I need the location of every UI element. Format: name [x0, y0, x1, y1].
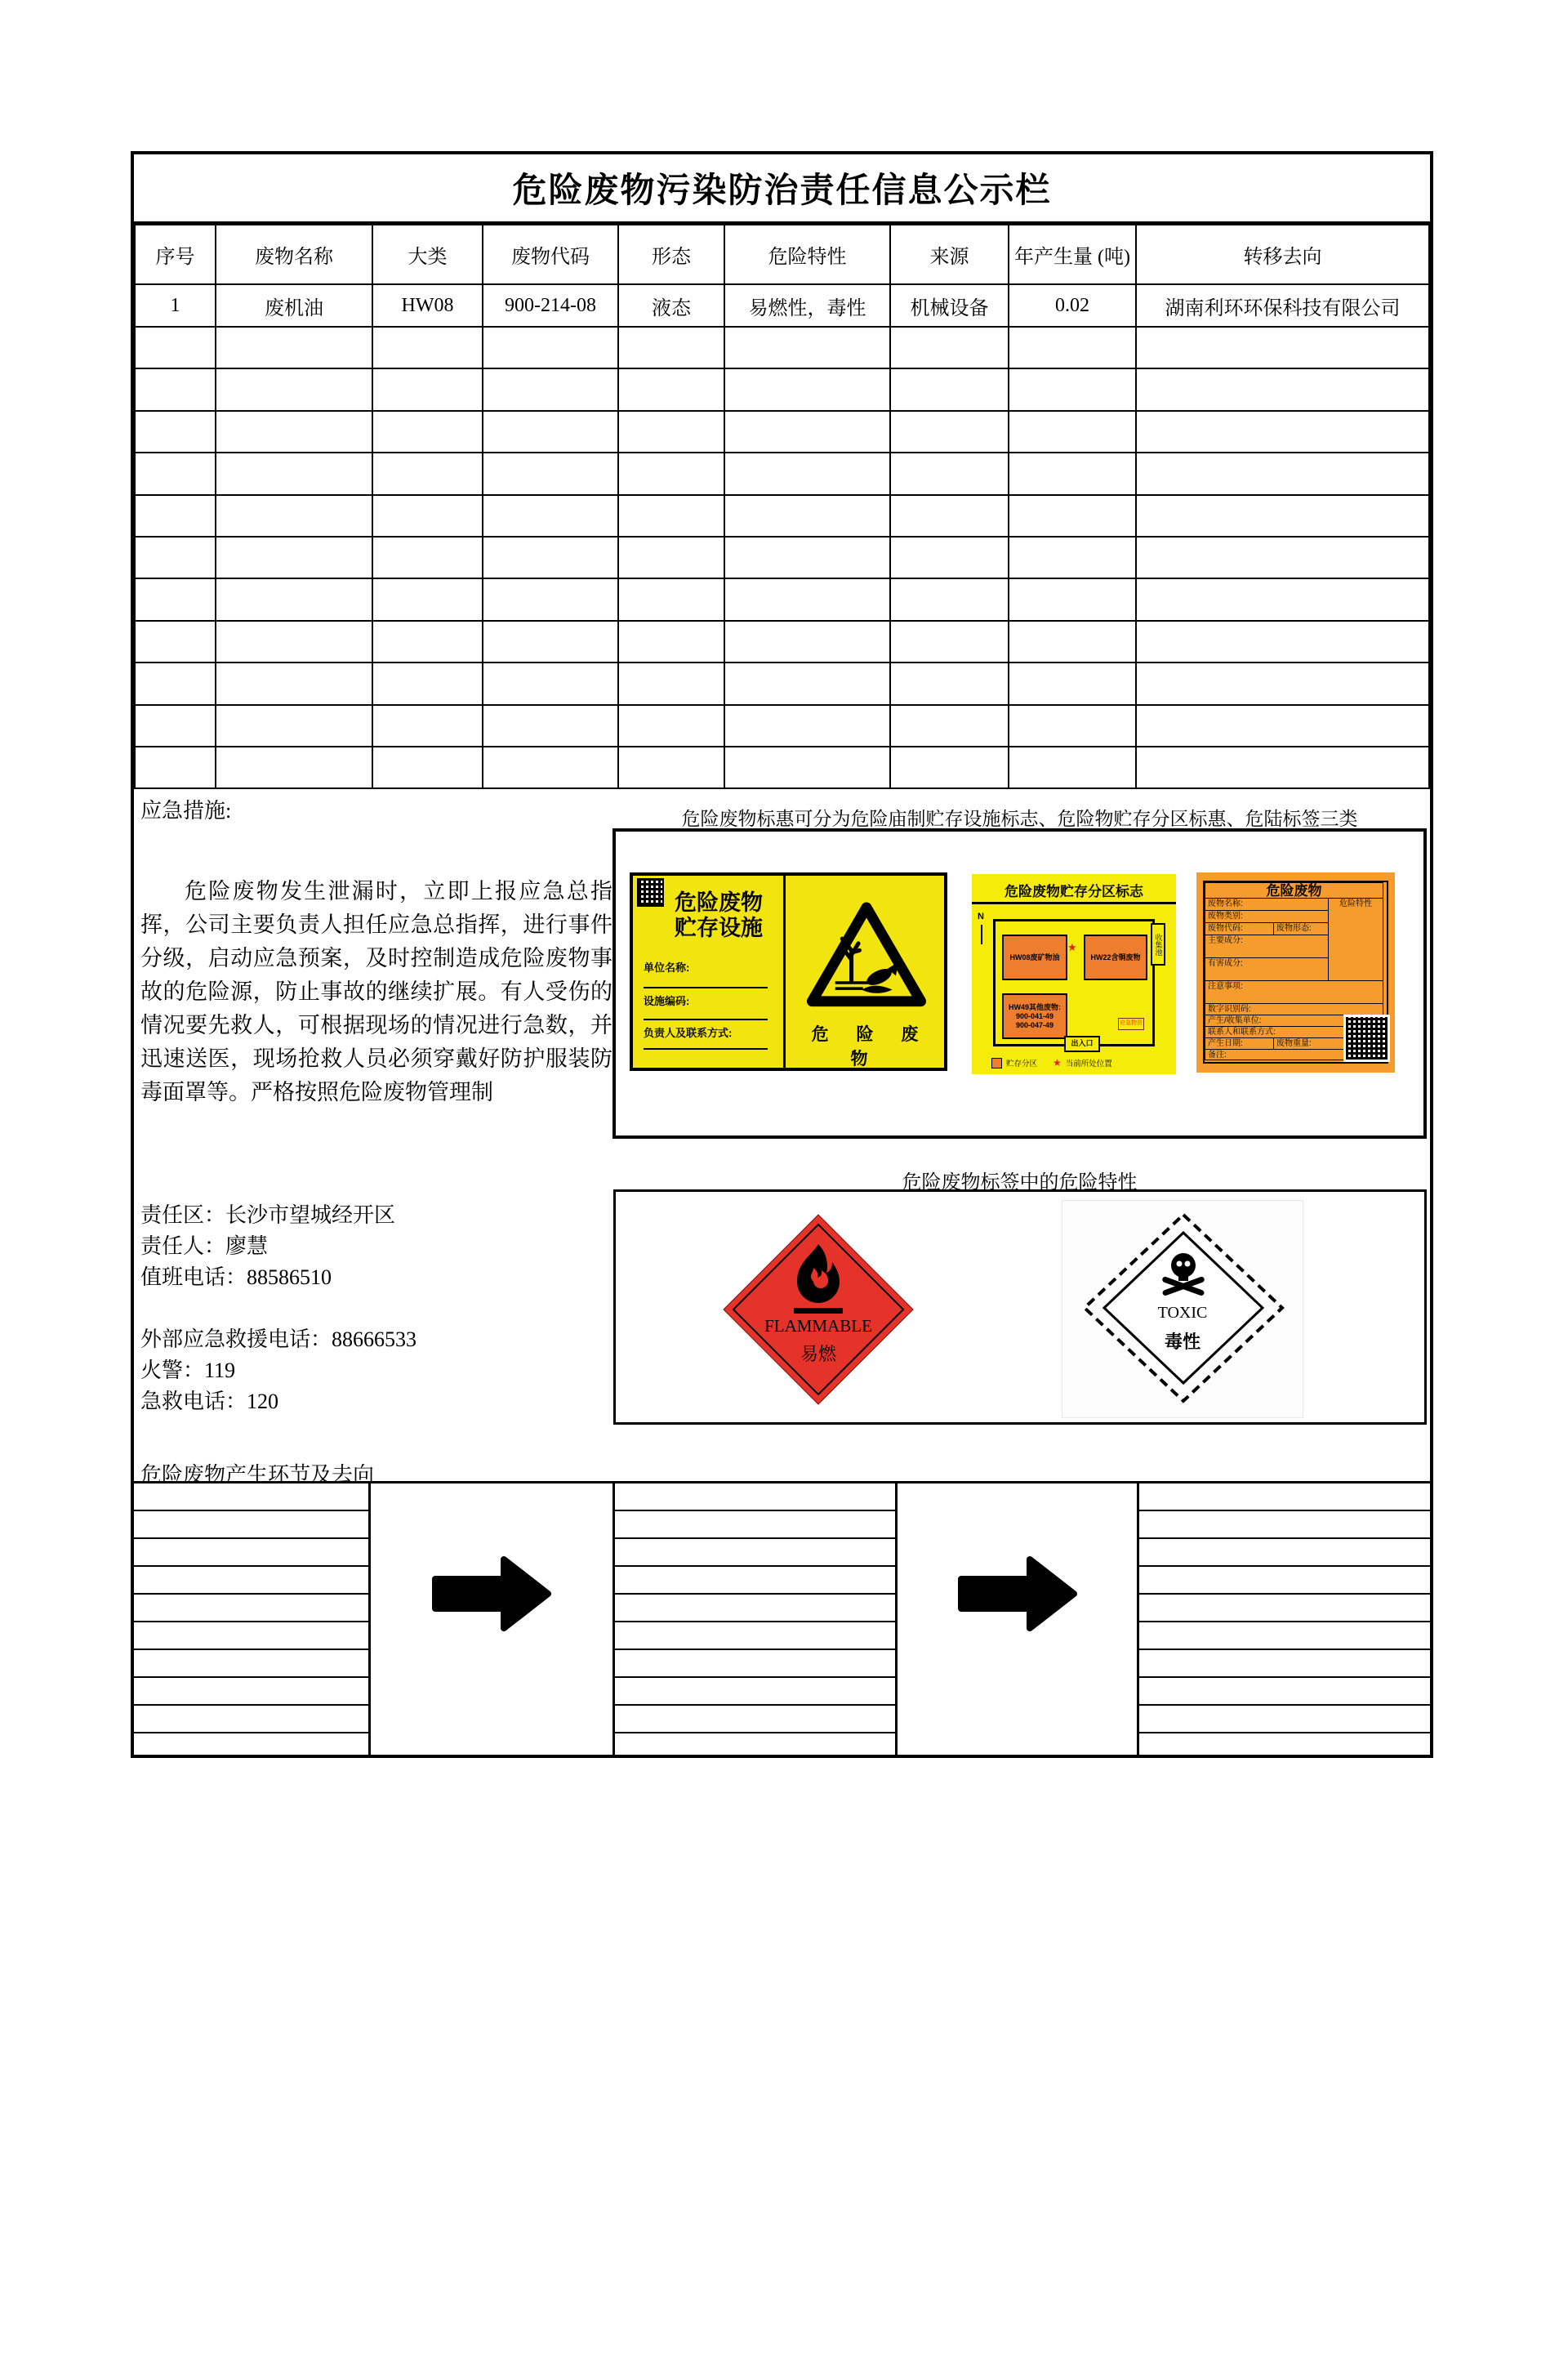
empty-cell: [372, 705, 483, 747]
col-header-name: 废物名称: [216, 225, 372, 284]
storage-facility-title-line2: 贮存设施: [675, 916, 763, 940]
contact-line-person: 责任人：廖慧: [140, 1234, 269, 1258]
flow-table-source: [134, 1483, 371, 1755]
zone-hw22-name: HW22含铜废物: [1090, 953, 1141, 961]
toxic-panel: [1062, 1200, 1303, 1418]
zone-hw08: [1002, 935, 1067, 980]
empty-cell: [372, 747, 483, 788]
empty-cell: [618, 663, 724, 704]
flow-section-title: 危险废物产生环节及去向: [140, 1463, 375, 1487]
empty-cell: [1136, 411, 1429, 453]
storage-facility-label: [630, 872, 947, 1071]
empty-cell: [890, 578, 1009, 620]
empty-cell: [724, 327, 890, 368]
field-waste-code: 废物代码:: [1205, 922, 1274, 935]
flow-row: [615, 1650, 895, 1678]
empty-cell: [618, 747, 724, 788]
field-precautions: 注意事项:: [1205, 980, 1383, 1004]
field-harmful-components: 有害成分:: [1205, 957, 1329, 981]
empty-cell: [890, 495, 1009, 537]
empty-cell: [372, 411, 483, 453]
field-unit-name: 单位名称:: [644, 961, 690, 974]
emergency-measures-label: 应急措施:: [140, 799, 232, 823]
empty-cell: [618, 327, 724, 368]
flow-row: [134, 1539, 368, 1567]
col-header-code: 废物代码: [483, 225, 618, 284]
empty-cell: [1136, 453, 1429, 494]
blank-line: [644, 1019, 768, 1020]
contact-line-blank: [140, 1293, 606, 1324]
waste-label-grid: [1203, 881, 1388, 1064]
field-generating-unit: 产生/收集单位:: [1205, 1015, 1383, 1027]
flow-row: [1139, 1511, 1430, 1539]
divider: [972, 902, 1176, 904]
empty-cell: [1136, 621, 1429, 663]
empty-cell: [135, 495, 216, 537]
col-header-annual: 年产生量 (吨): [1009, 225, 1136, 284]
flow-arrow-cell-2: [898, 1483, 1139, 1755]
empty-cell: [135, 621, 216, 663]
cell-hazard: 易燃性，毒性: [724, 284, 890, 327]
emergency-measures-paragraph: 危险废物发生泄漏时，立即上报应急总指挥，公司主要负责人担任应急总指挥，进行事件分级，启动应急预案，及时控制造成危险废物事故的危险源，防止事故的继续扩展。有人受伤的情况要先救人，可根据现场的情况进行急数，并迅速送医，现场抢救人员必须穿戴好防护服装防毒面罩等。严格按照危险废物管理制: [140, 879, 612, 1104]
empty-cell: [216, 747, 372, 788]
empty-cell: [372, 495, 483, 537]
empty-cell: [724, 621, 890, 663]
contact-line-rescue-phone: 外部应急救援电话：88666533: [140, 1327, 417, 1351]
emergency-supplies-box: 应急物资: [1118, 1018, 1144, 1030]
empty-cell: [1009, 705, 1136, 747]
col-header-seq: 序号: [135, 225, 216, 284]
empty-cell: [216, 621, 372, 663]
flow-row: [615, 1483, 895, 1511]
empty-table-row: [135, 537, 1429, 578]
waste-table: [134, 224, 1430, 789]
flammable-text-en: FLAMMABLE: [764, 1316, 872, 1336]
empty-cell: [216, 705, 372, 747]
cell-code: 900-214-08: [483, 284, 618, 327]
empty-cell: [372, 663, 483, 704]
empty-cell: [724, 453, 890, 494]
blank-line: [644, 1048, 768, 1050]
empty-cell: [618, 621, 724, 663]
empty-cell: [1009, 368, 1136, 410]
empty-cell: [724, 747, 890, 788]
legend-position-text: 当前所处位置: [1065, 1060, 1112, 1069]
cell-category: HW08: [372, 284, 483, 327]
toxic-text-en: TOXIC: [1157, 1304, 1208, 1322]
flow-row: [1139, 1733, 1430, 1761]
empty-cell: [1136, 495, 1429, 537]
flow-row: [1139, 1650, 1430, 1678]
flow-row: [134, 1511, 368, 1539]
flow-table-destination: [1139, 1483, 1430, 1755]
empty-cell: [216, 368, 372, 410]
empty-cell: [216, 537, 372, 578]
empty-table-row: [135, 368, 1429, 410]
flow-row: [1139, 1483, 1430, 1511]
flow-row: [1139, 1539, 1430, 1567]
empty-table-row: [135, 327, 1429, 368]
empty-cell: [372, 621, 483, 663]
partition-zone-label: [972, 874, 1176, 1074]
contact-line-fire: 火警：119: [140, 1359, 236, 1382]
empty-cell: [618, 578, 724, 620]
empty-cell: [216, 495, 372, 537]
north-arrow-line: [981, 925, 982, 944]
col-header-category: 大类: [372, 225, 483, 284]
empty-cell: [890, 411, 1009, 453]
flammable-text-zh: 易燃: [800, 1344, 836, 1364]
empty-cell: [1136, 705, 1429, 747]
flow-row: [1139, 1567, 1430, 1595]
north-indicator: N: [978, 912, 984, 921]
partition-map: [993, 919, 1163, 1047]
empty-cell: [890, 327, 1009, 368]
empty-cell: [135, 663, 216, 704]
storage-facility-label-left-panel: [633, 876, 786, 1068]
empty-cell: [216, 663, 372, 704]
empty-cell: [1009, 327, 1136, 368]
hazard-characteristics-title: 危险废物标签中的危险特性: [902, 1172, 1138, 1193]
flow-row: [1139, 1678, 1430, 1706]
flow-row: [1139, 1706, 1430, 1733]
flow-row: [1139, 1622, 1430, 1650]
zone-hw49-name: HW49其他废物:: [1008, 1002, 1061, 1011]
empty-cell: [724, 663, 890, 704]
right-arrow-icon: [430, 1553, 553, 1635]
empty-cell: [1009, 495, 1136, 537]
col-header-source: 来源: [890, 225, 1009, 284]
empty-cell: [216, 411, 372, 453]
empty-cell: [372, 578, 483, 620]
empty-cell: [483, 537, 618, 578]
empty-cell: [135, 411, 216, 453]
legend-zone-text: 贮存分区: [1006, 1060, 1038, 1069]
field-waste-weight: 废物重量:: [1273, 1037, 1383, 1050]
empty-cell: [483, 327, 618, 368]
empty-cell: [618, 705, 724, 747]
zone-hw22: [1084, 935, 1147, 980]
empty-cell: [890, 368, 1009, 410]
flow-row: [615, 1706, 895, 1733]
contact-line-district: 责任区：长沙市望城经开区: [140, 1203, 396, 1227]
flow-row: [134, 1678, 368, 1706]
storage-facility-title: [657, 890, 780, 941]
notice-board-document: [131, 151, 1433, 1758]
waste-table-data-row: [135, 284, 1429, 327]
storage-facility-caption: 危 险 废 物: [811, 1025, 930, 1069]
empty-table-row: [135, 495, 1429, 537]
empty-cell: [1009, 621, 1136, 663]
cell-name: 废机油: [216, 284, 372, 327]
empty-cell: [135, 368, 216, 410]
flow-row: [615, 1678, 895, 1706]
blank-line: [644, 987, 768, 988]
empty-cell: [372, 537, 483, 578]
empty-cell: [1136, 747, 1429, 788]
contact-info-block: [140, 1200, 606, 1417]
waste-table-header-row: [135, 225, 1429, 284]
empty-cell: [483, 368, 618, 410]
empty-cell: [483, 453, 618, 494]
legend-zone-swatch: [991, 1058, 1002, 1069]
flow-row: [615, 1539, 895, 1567]
empty-cell: [1136, 663, 1429, 704]
empty-cell: [135, 705, 216, 747]
field-main-components: 主要成分:: [1205, 935, 1329, 958]
empty-cell: [1009, 747, 1136, 788]
storage-facility-label-right-panel: [786, 876, 944, 1068]
empty-cell: [1136, 368, 1429, 410]
flow-row: [615, 1595, 895, 1622]
empty-cell: [483, 663, 618, 704]
flow-row: [615, 1567, 895, 1595]
empty-cell: [724, 537, 890, 578]
waste-table-body: [135, 284, 1429, 788]
empty-cell: [1009, 537, 1136, 578]
empty-cell: [618, 537, 724, 578]
empty-cell: [372, 327, 483, 368]
current-position-star-icon: ★: [1067, 941, 1077, 953]
empty-cell: [890, 747, 1009, 788]
empty-table-row: [135, 453, 1429, 494]
flow-row: [134, 1567, 368, 1595]
flow-row: [615, 1733, 895, 1761]
cell-source: 机械设备: [890, 284, 1009, 327]
flow-row: [134, 1483, 368, 1511]
empty-cell: [216, 578, 372, 620]
partition-label-title: 危险废物贮存分区标志: [1004, 884, 1143, 899]
zone-hw49-code1: 900-041-49: [1015, 1011, 1054, 1020]
hazardous-waste-label: [1196, 872, 1395, 1073]
empty-cell: [1009, 411, 1136, 453]
empty-cell: [890, 663, 1009, 704]
flow-row: [1139, 1595, 1430, 1622]
field-waste-form: 废物形态:: [1273, 922, 1329, 935]
flow-row: [134, 1733, 368, 1761]
empty-cell: [890, 705, 1009, 747]
labels-overview-text: 危险废物标惠可分为危险庙制贮存设施标志、危险物贮存分区标惠、危陆标签三类: [681, 809, 1358, 829]
contact-line-duty-phone: 值班电话：88586510: [140, 1265, 332, 1289]
empty-table-row: [135, 411, 1429, 453]
empty-cell: [216, 327, 372, 368]
flow-row: [134, 1650, 368, 1678]
zone-hw49: [1002, 993, 1067, 1039]
hazard-trait-column: 危险特性: [1328, 898, 1383, 981]
field-waste-type: 废物类别:: [1205, 910, 1329, 923]
waste-label-qr-box: [1343, 1015, 1390, 1062]
flow-row: [134, 1706, 368, 1733]
empty-cell: [618, 495, 724, 537]
flow-table-transfer: [615, 1483, 898, 1755]
empty-cell: [724, 705, 890, 747]
empty-cell: [135, 747, 216, 788]
empty-table-row: [135, 747, 1429, 788]
flammable-diamond-icon: [722, 1213, 915, 1406]
cell-destination: 湖南利环环保科技有限公司: [1136, 284, 1429, 327]
field-generation-date: 产生日期:: [1205, 1037, 1274, 1050]
empty-cell: [135, 327, 216, 368]
flow-row: [615, 1511, 895, 1539]
empty-cell: [483, 578, 618, 620]
qr-code-icon: [1346, 1017, 1388, 1060]
empty-cell: [890, 621, 1009, 663]
empty-table-row: [135, 663, 1429, 704]
empty-cell: [724, 368, 890, 410]
field-person-contact: 负责人及联系方式:: [644, 1027, 733, 1039]
empty-cell: [483, 495, 618, 537]
field-remarks: 备注:: [1205, 1049, 1383, 1060]
field-digital-id: 数字识别码:: [1205, 1003, 1383, 1015]
empty-cell: [372, 453, 483, 494]
empty-cell: [1009, 453, 1136, 494]
hazard-triangle-icon: [803, 895, 930, 1015]
partition-legend: [991, 1057, 1112, 1069]
storage-facility-title-line1: 危险废物: [675, 890, 763, 915]
empty-cell: [135, 453, 216, 494]
empty-cell: [890, 537, 1009, 578]
labels-showcase-box: [612, 828, 1427, 1139]
col-header-form: 形态: [618, 225, 724, 284]
flow-row: [615, 1622, 895, 1650]
empty-cell: [483, 705, 618, 747]
field-facility-code: 设施编码:: [644, 995, 690, 1007]
field-contact-person: 联系人和联系方式:: [1205, 1026, 1383, 1038]
zone-hw08-name: HW08废矿物油: [1009, 953, 1060, 961]
col-header-destination: 转移去向: [1136, 225, 1429, 284]
empty-cell: [483, 411, 618, 453]
page-title: 危险废物污染防治责任信息公示栏: [134, 154, 1430, 224]
empty-cell: [135, 578, 216, 620]
toxic-text-zh: 毒性: [1164, 1332, 1200, 1352]
empty-cell: [483, 621, 618, 663]
field-waste-name: 废物名称:: [1205, 898, 1329, 911]
empty-cell: [1136, 578, 1429, 620]
right-arrow-icon: [956, 1553, 1079, 1635]
empty-cell: [372, 368, 483, 410]
empty-table-row: [135, 705, 1429, 747]
empty-cell: [618, 411, 724, 453]
waste-label-title: 危险废物: [1205, 882, 1383, 899]
empty-cell: [724, 578, 890, 620]
cell-form: 液态: [618, 284, 724, 327]
empty-cell: [1009, 578, 1136, 620]
empty-cell: [890, 453, 1009, 494]
legend-star-icon: ★: [1053, 1057, 1062, 1069]
col-header-hazard: 危险特性: [724, 225, 890, 284]
empty-cell: [724, 411, 890, 453]
empty-cell: [1136, 327, 1429, 368]
empty-table-row: [135, 621, 1429, 663]
empty-cell: [1136, 537, 1429, 578]
flow-arrow-cell-1: [371, 1483, 615, 1755]
hazard-characteristics-box: [613, 1189, 1427, 1425]
empty-cell: [135, 537, 216, 578]
contact-line-ambulance: 急救电话：120: [140, 1390, 279, 1413]
collection-pool-tab: 收集池: [1151, 923, 1165, 966]
empty-cell: [618, 368, 724, 410]
empty-cell: [618, 453, 724, 494]
entrance-box: 出入口: [1064, 1036, 1100, 1052]
waste-flow-section: [134, 1481, 1430, 1755]
empty-cell: [1009, 663, 1136, 704]
empty-cell: [216, 453, 372, 494]
cell-annual: 0.02: [1009, 284, 1136, 327]
empty-table-row: [135, 578, 1429, 620]
flow-row: [134, 1595, 368, 1622]
flow-row: [134, 1622, 368, 1650]
zone-hw49-code2: 900-047-49: [1015, 1020, 1054, 1029]
empty-cell: [724, 495, 890, 537]
cell-seq: 1: [135, 284, 216, 327]
empty-cell: [483, 747, 618, 788]
